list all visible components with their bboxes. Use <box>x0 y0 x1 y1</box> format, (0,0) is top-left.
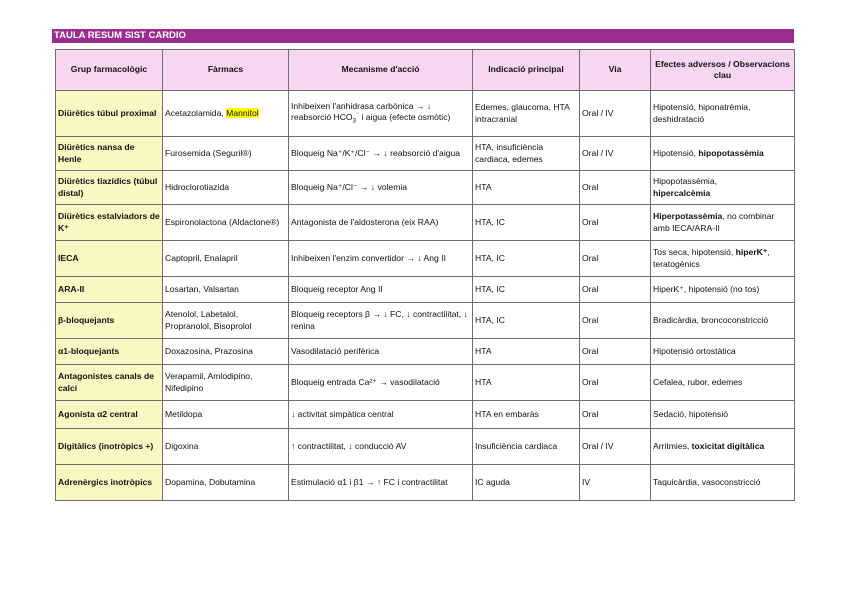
group-cell: IECA <box>56 241 163 277</box>
header-adverse-effects: Efectes adversos / Observacions clau <box>651 50 795 91</box>
indication-cell: Edemes, glaucoma, HTA intracranial <box>473 91 580 137</box>
mechanism-cell: Estimulació α1 i β1 → ↑ FC i contractilitat <box>289 465 473 501</box>
adverse-bold: hipopotassèmia <box>698 147 764 158</box>
group-cell: β-bloquejants <box>56 303 163 339</box>
adverse-cell <box>651 171 795 205</box>
drugs-cell: Verapamil, Amlodipino, Nifedipino <box>163 365 289 401</box>
route-cell: Oral <box>580 171 651 205</box>
table-row <box>56 303 795 339</box>
group-cell: Digitàlics (inotròpics +) <box>56 429 163 465</box>
adverse-cell <box>651 137 795 171</box>
highlighted-drug: Mannitol <box>226 107 259 118</box>
adverse-cell: Hipotensió, hiponatrèmia, deshidratació <box>651 91 795 137</box>
mechanism-cell: Antagonista de l'aldosterona (eix RAA) <box>289 205 473 241</box>
group-cell: Diürètics nansa de Henle <box>56 137 163 171</box>
route-cell: Oral <box>580 339 651 365</box>
header-indication: Indicació principal <box>473 50 580 91</box>
drugs-cell: Atenolol, Labetalol, Propranolol, Bisoprolol <box>163 303 289 339</box>
route-cell: Oral / IV <box>580 137 651 171</box>
indication-cell: IC aguda <box>473 465 580 501</box>
drugs-cell: Dopamina, Dobutamina <box>163 465 289 501</box>
adverse-cell: Taquicàrdia, vasoconstricció <box>651 465 795 501</box>
table-row <box>56 401 795 429</box>
route-cell: Oral <box>580 303 651 339</box>
table-row <box>56 91 795 137</box>
indication-cell: HTA <box>473 171 580 205</box>
table-title: TAULA RESUM SIST CARDIO <box>52 29 794 43</box>
table-row <box>56 465 795 501</box>
table-row <box>56 171 795 205</box>
adverse-text: Hipopotassèmia, <box>653 176 718 187</box>
adverse-cell <box>651 429 795 465</box>
group-cell: ARA-II <box>56 277 163 303</box>
indication-cell: HTA, IC <box>473 205 580 241</box>
mechanism-cell: Bloqueig receptors β → ↓ FC, ↓ contractilitat, ↓ renina <box>289 303 473 339</box>
adverse-bold: hipercalcèmia <box>653 187 711 198</box>
indication-cell: HTA, IC <box>473 277 580 303</box>
group-cell: Agonista α2 central <box>56 401 163 429</box>
header-row <box>56 50 795 91</box>
drugs-cell: Espironolactona (Aldactone®) <box>163 205 289 241</box>
indication-cell: HTA, IC <box>473 241 580 277</box>
route-cell: Oral <box>580 241 651 277</box>
mechanism-cell: Bloqueig Na⁺/K⁺/Cl⁻ → ↓ reabsorció d'aigua <box>289 137 473 171</box>
group-cell: α1-bloquejants <box>56 339 163 365</box>
mechanism-cell <box>289 91 473 137</box>
mechanism-cell: ↑ contractilitat, ↓ conducció AV <box>289 429 473 465</box>
table-row <box>56 429 795 465</box>
adverse-text: Tos seca, hipotensió, <box>653 247 736 258</box>
mechanism-cell: Bloqueig entrada Ca²⁺ → vasodilatació <box>289 365 473 401</box>
table-row <box>56 277 795 303</box>
drugs-cell: Captopril, Enalapril <box>163 241 289 277</box>
drugs-cell: Doxazosina, Prazosina <box>163 339 289 365</box>
adverse-bold: Hiperpotassèmia <box>653 211 723 222</box>
route-cell: Oral / IV <box>580 91 651 137</box>
table-row <box>56 205 795 241</box>
adverse-cell <box>651 241 795 277</box>
group-cell: Diürètics estalviadors de K⁺ <box>56 205 163 241</box>
route-cell: Oral <box>580 365 651 401</box>
indication-cell: Insuficiència cardiaca <box>473 429 580 465</box>
indication-cell: HTA, insuficiència cardiaca, edemes <box>473 137 580 171</box>
drugs-cell: Digoxina <box>163 429 289 465</box>
drug-text: Acetazolamida, <box>165 107 227 118</box>
mechanism-text: Inhibeixen l'anhidrasa carbònica → ↓ reabsorció HCO <box>291 100 432 122</box>
mechanism-cell: Inhibeixen l'enzim convertidor → ↓ Ang II <box>289 241 473 277</box>
group-cell: Diürètics tiazídics (túbul distal) <box>56 171 163 205</box>
mechanism-cell: ↓ activitat simpàtica central <box>289 401 473 429</box>
drugs-cell <box>163 91 289 137</box>
adverse-text: , teratogènics <box>653 247 770 269</box>
drugs-cell: Metildopa <box>163 401 289 429</box>
adverse-cell: Cefalea, rubor, edemes <box>651 365 795 401</box>
header-drugs: Fàrmacs <box>163 50 289 91</box>
route-cell: Oral <box>580 205 651 241</box>
mechanism-cell: Bloqueig receptor Ang II <box>289 277 473 303</box>
route-cell: Oral / IV <box>580 429 651 465</box>
header-group: Grup farmacològic <box>56 50 163 91</box>
adverse-cell <box>651 205 795 241</box>
drugs-cell: Hidroclorotiazida <box>163 171 289 205</box>
adverse-text: , no combinar amb IECA/ARA-II <box>653 211 775 233</box>
indication-cell: HTA <box>473 339 580 365</box>
route-cell: IV <box>580 465 651 501</box>
summary-table <box>55 49 795 501</box>
route-cell: Oral <box>580 277 651 303</box>
table-row <box>56 339 795 365</box>
adverse-text: Arritmies, <box>653 440 692 451</box>
subscript: 3 <box>352 118 356 125</box>
adverse-cell: Bradicàrdia, broncoconstricció <box>651 303 795 339</box>
adverse-cell: Hipotensió ortostàtica <box>651 339 795 365</box>
header-route: Via <box>580 50 651 91</box>
adverse-text: Hipotensió, <box>653 147 699 158</box>
table-row <box>56 365 795 401</box>
mechanism-text: i aigua (efecte osmòtic) <box>359 111 451 122</box>
indication-cell: HTA en embaràs <box>473 401 580 429</box>
table-row <box>56 241 795 277</box>
mechanism-cell: Bloqueig Na⁺/Cl⁻ → ↓ volemia <box>289 171 473 205</box>
table-row <box>56 137 795 171</box>
adverse-cell: HiperK⁺, hipotensió (no tos) <box>651 277 795 303</box>
group-cell: Diürètics túbul proximal <box>56 91 163 137</box>
adverse-bold: hiperK⁺ <box>735 247 768 258</box>
drugs-cell: Losartan, Valsartan <box>163 277 289 303</box>
route-cell: Oral <box>580 401 651 429</box>
drugs-cell: Furosemida (Seguril®) <box>163 137 289 171</box>
group-cell: Adrenèrgics inotròpics <box>56 465 163 501</box>
superscript: ⁻ <box>355 111 360 118</box>
header-mechanism: Mecanisme d'acció <box>289 50 473 91</box>
adverse-cell: Sedació, hipotensió <box>651 401 795 429</box>
indication-cell: HTA, IC <box>473 303 580 339</box>
group-cell: Antagonistes canals de calci <box>56 365 163 401</box>
mechanism-cell: Vasodilatació perifèrica <box>289 339 473 365</box>
indication-cell: HTA <box>473 365 580 401</box>
adverse-bold: toxicitat digitàlica <box>691 440 765 451</box>
